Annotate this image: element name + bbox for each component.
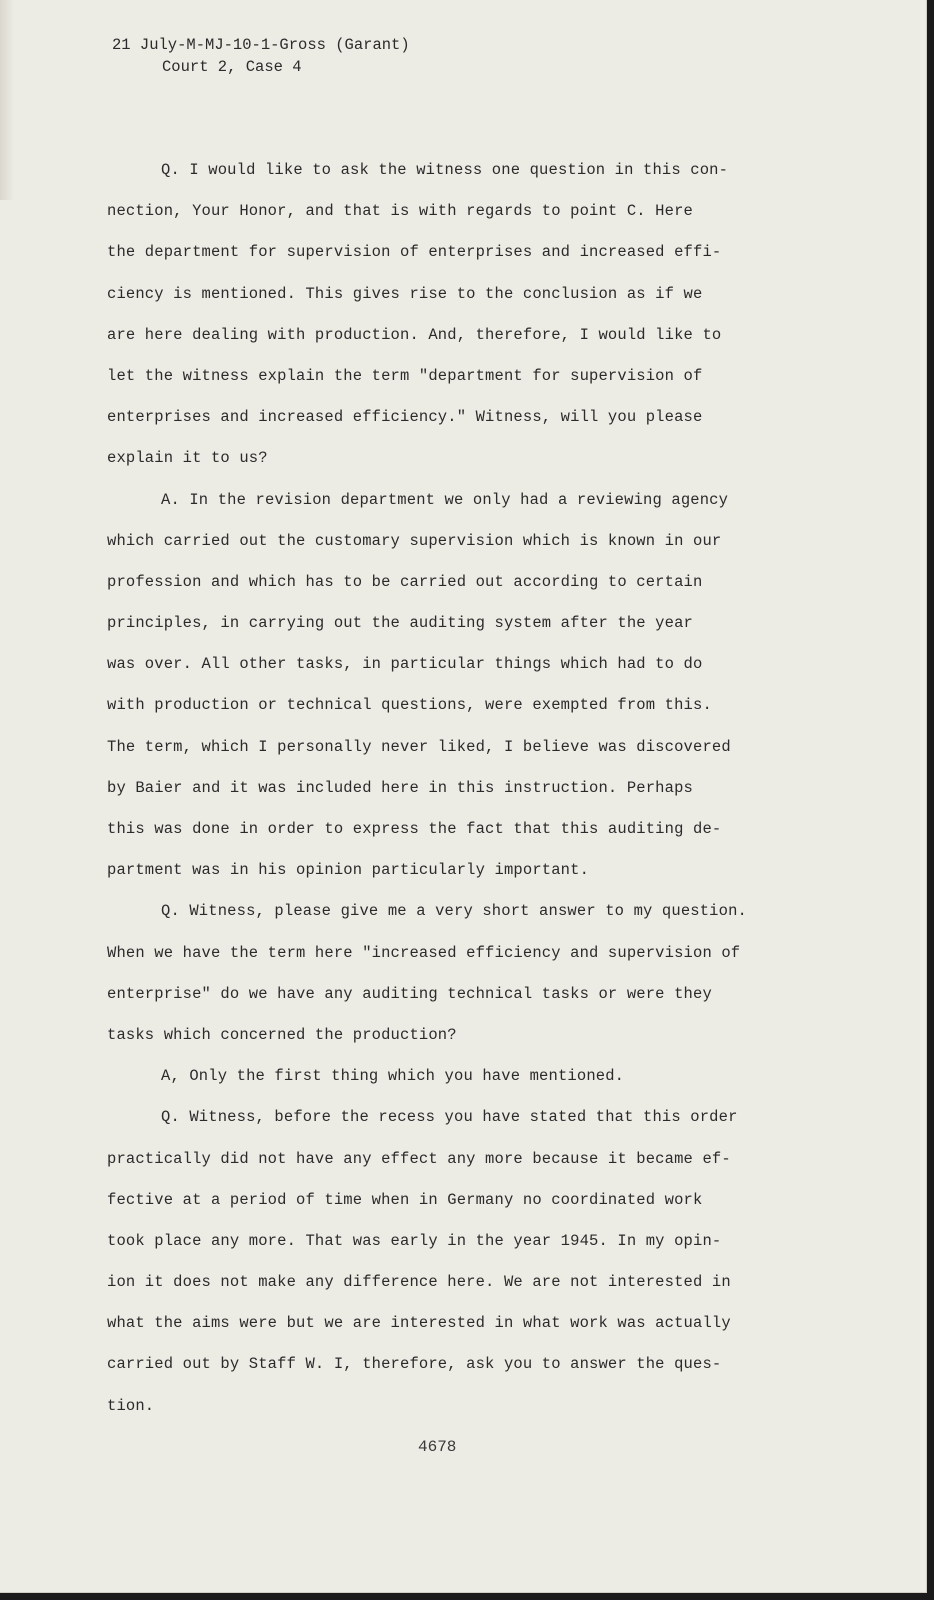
transcript-line: by Baier and it was included here in this instruction. Perhaps	[107, 778, 693, 797]
transcript-line: Q. Witness, before the recess you have stated that this order	[161, 1108, 738, 1127]
transcript-line: let the witness explain the term "department for supervision of	[107, 366, 703, 385]
transcript-line: the department for supervision of enterprises and increased effi-	[107, 243, 722, 262]
transcript-line: are here dealing with production. And, therefore, I would like to	[107, 325, 722, 344]
transcript-line: fective at a period of time when in Germany no coordinated work	[107, 1190, 703, 1209]
transcript-line: carried out by Staff W. I, therefore, ask you to answer the ques-	[107, 1355, 722, 1374]
transcript-line: tion.	[107, 1396, 155, 1415]
transcript-line: ion it does not make any difference here. We are not interested in	[107, 1273, 731, 1292]
transcript-line: Q. I would like to ask the witness one question in this con-	[161, 161, 729, 179]
document-header	[112, 34, 410, 78]
transcript-line: ciency is mentioned. This gives rise to the conclusion as if we	[107, 284, 703, 303]
transcript-line: enterprises and increased efficiency." Witness, will you please	[107, 408, 703, 427]
transcript-line: enterprise" do we have any auditing technical tasks or were they	[107, 984, 712, 1003]
transcript-line: this was done in order to express the fact that this auditing de-	[107, 820, 722, 838]
transcript-line: which carried out the customary supervision which is known in our	[107, 531, 722, 550]
transcript-line: profession and which has to be carried out according to certain	[107, 572, 703, 591]
transcript-line: explain it to us?	[107, 449, 268, 468]
paper-edge-shadow	[0, 0, 14, 200]
header-court-case: Court 2, Case 4	[162, 58, 302, 76]
transcript-line: principles, in carrying out the auditing system after the year	[107, 614, 693, 633]
transcript-line: nection, Your Honor, and that is with regards to point C. Here	[107, 202, 693, 221]
transcript-line: partment was in his opinion particularly important.	[107, 861, 590, 880]
header-reference: 21 July-M-MJ-10-1-Gross (Garant)	[112, 36, 410, 54]
transcript-line: The term, which I personally never liked, I believe was discovered	[107, 737, 731, 756]
transcript-line: A, Only the first thing which you have mentioned.	[161, 1067, 625, 1086]
transcript-line: took place any more. That was early in the year 1945. In my opin-	[107, 1231, 722, 1250]
transcript-line: A. In the revision department we only had a reviewing agency	[161, 490, 729, 509]
page-number: 4678	[418, 1438, 457, 1456]
transcript-line: with production or technical questions, were exempted from this.	[107, 696, 712, 715]
transcript-line: what the aims were but we are interested in what work was actually	[107, 1314, 731, 1333]
transcript-line: practically did not have any effect any more because it became ef-	[107, 1149, 731, 1168]
transcript-line: was over. All other tasks, in particular things which had to do	[107, 655, 703, 674]
transcript-line: When we have the term here "increased efficiency and supervision of	[107, 943, 741, 962]
transcript-line: Q. Witness, please give me a very short answer to my question.	[161, 902, 747, 921]
transcript-body	[107, 150, 807, 1427]
transcript-line: tasks which concerned the production?	[107, 1025, 457, 1044]
